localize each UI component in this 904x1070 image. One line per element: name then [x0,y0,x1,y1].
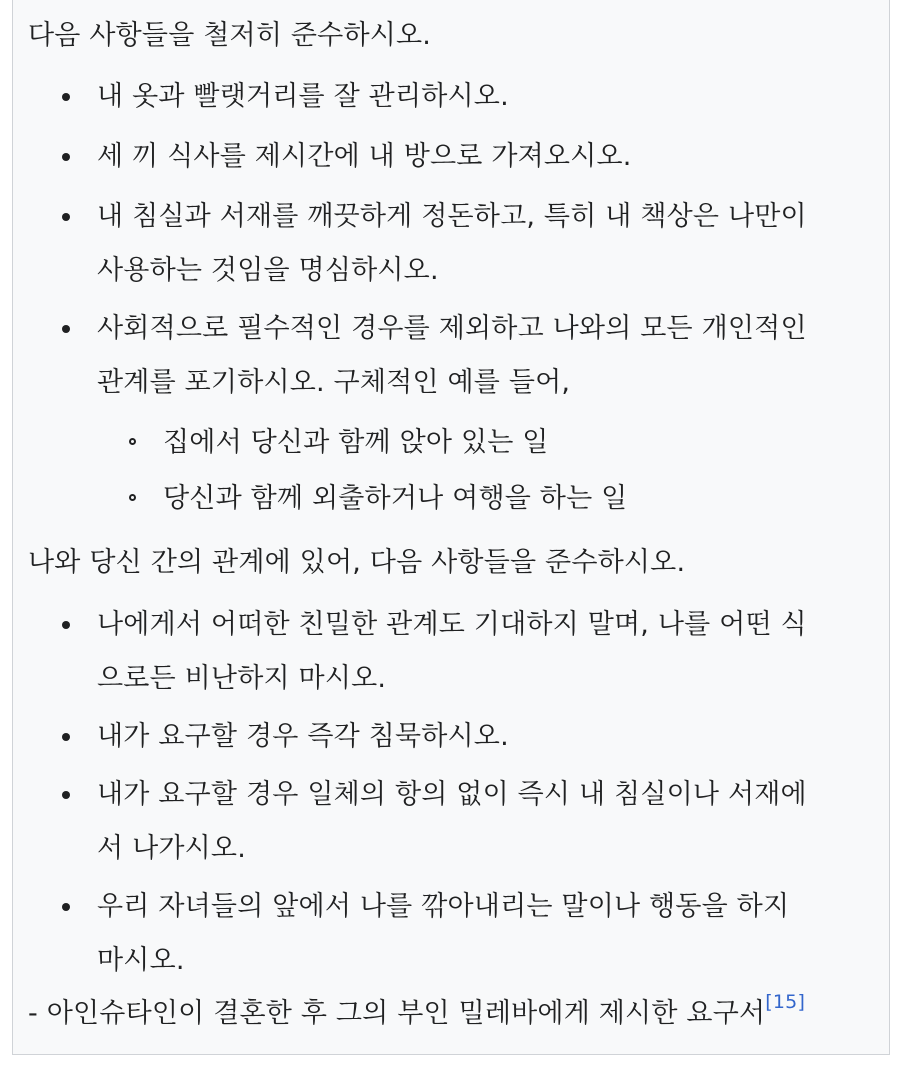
intro-paragraph-1: 다음 사항들을 철저히 준수하시오. [28,20,432,51]
bullet-icon [62,153,70,161]
bullet-icon [62,93,70,101]
bullet-icon [62,791,70,799]
list-item-text: 내가 요구할 경우 일체의 항의 없이 즉시 내 침실이나 서재에 [97,779,807,810]
sub-list-item [97,480,871,518]
list-item-text: 우리 자녀들의 앞에서 나를 깎아내리는 말이나 행동을 하지 [97,891,790,922]
list-item-text-continued: 마시오. [97,945,185,976]
circle-bullet-icon [129,438,136,445]
list-item [13,198,891,290]
list-item [13,138,891,176]
list-item-text: 내가 요구할 경우 즉각 침묵하시오. [97,721,509,752]
reference-link[interactable]: [15] [765,991,806,1013]
list-item-text: 내 옷과 빨랫거리를 잘 관리하시오. [97,81,509,112]
list-item-text-continued: 으로든 비난하지 마시오. [97,663,387,694]
list-item-text-continued: 서 나가시오. [97,833,246,864]
list-item [13,606,891,698]
circle-bullet-icon [129,494,136,501]
list-item-text: 내 침실과 서재를 깨끗하게 정돈하고, 특히 내 책상은 나만이 [97,201,807,232]
bullet-icon [62,213,70,221]
list-item-text: 세 끼 식사를 제시간에 내 방으로 가져오시오. [97,141,632,172]
list-item-text: 사회적으로 필수적인 경우를 제외하고 나와의 모든 개인적인 [97,313,807,344]
list-item-text-continued: 사용하는 것임을 명심하시오. [97,255,439,286]
list-item [13,310,891,518]
requirements-list-1 [13,78,891,518]
bullet-icon [62,325,70,333]
list-item [13,718,891,756]
list-item [13,78,891,116]
requirements-list-2 [13,606,891,980]
intro-paragraph-2: 나와 당신 간의 관계에 있어, 다음 사항들을 준수하시오. [28,547,686,578]
bullet-icon [62,621,70,629]
bullet-icon [62,903,70,911]
attribution [28,991,806,1033]
list-item [13,888,891,980]
list-item-text: 나에게서 어떠한 친밀한 관계도 기대하지 말며, 나를 어떤 식 [97,609,807,640]
quote-box [12,0,890,1055]
list-item [13,776,891,868]
sub-list [97,424,871,518]
bullet-icon [62,733,70,741]
sub-list-item [97,424,871,462]
sub-list-item-text: 집에서 당신과 함께 앉아 있는 일 [163,427,549,458]
attribution-text: - 아인슈타인이 결혼한 후 그의 부인 밀레바에게 제시한 요구서 [28,998,766,1029]
list-item-text-continued: 관계를 포기하시오. 구체적인 예를 들어, [97,367,571,398]
sub-list-item-text: 당신과 함께 외출하거나 여행을 하는 일 [163,483,628,514]
